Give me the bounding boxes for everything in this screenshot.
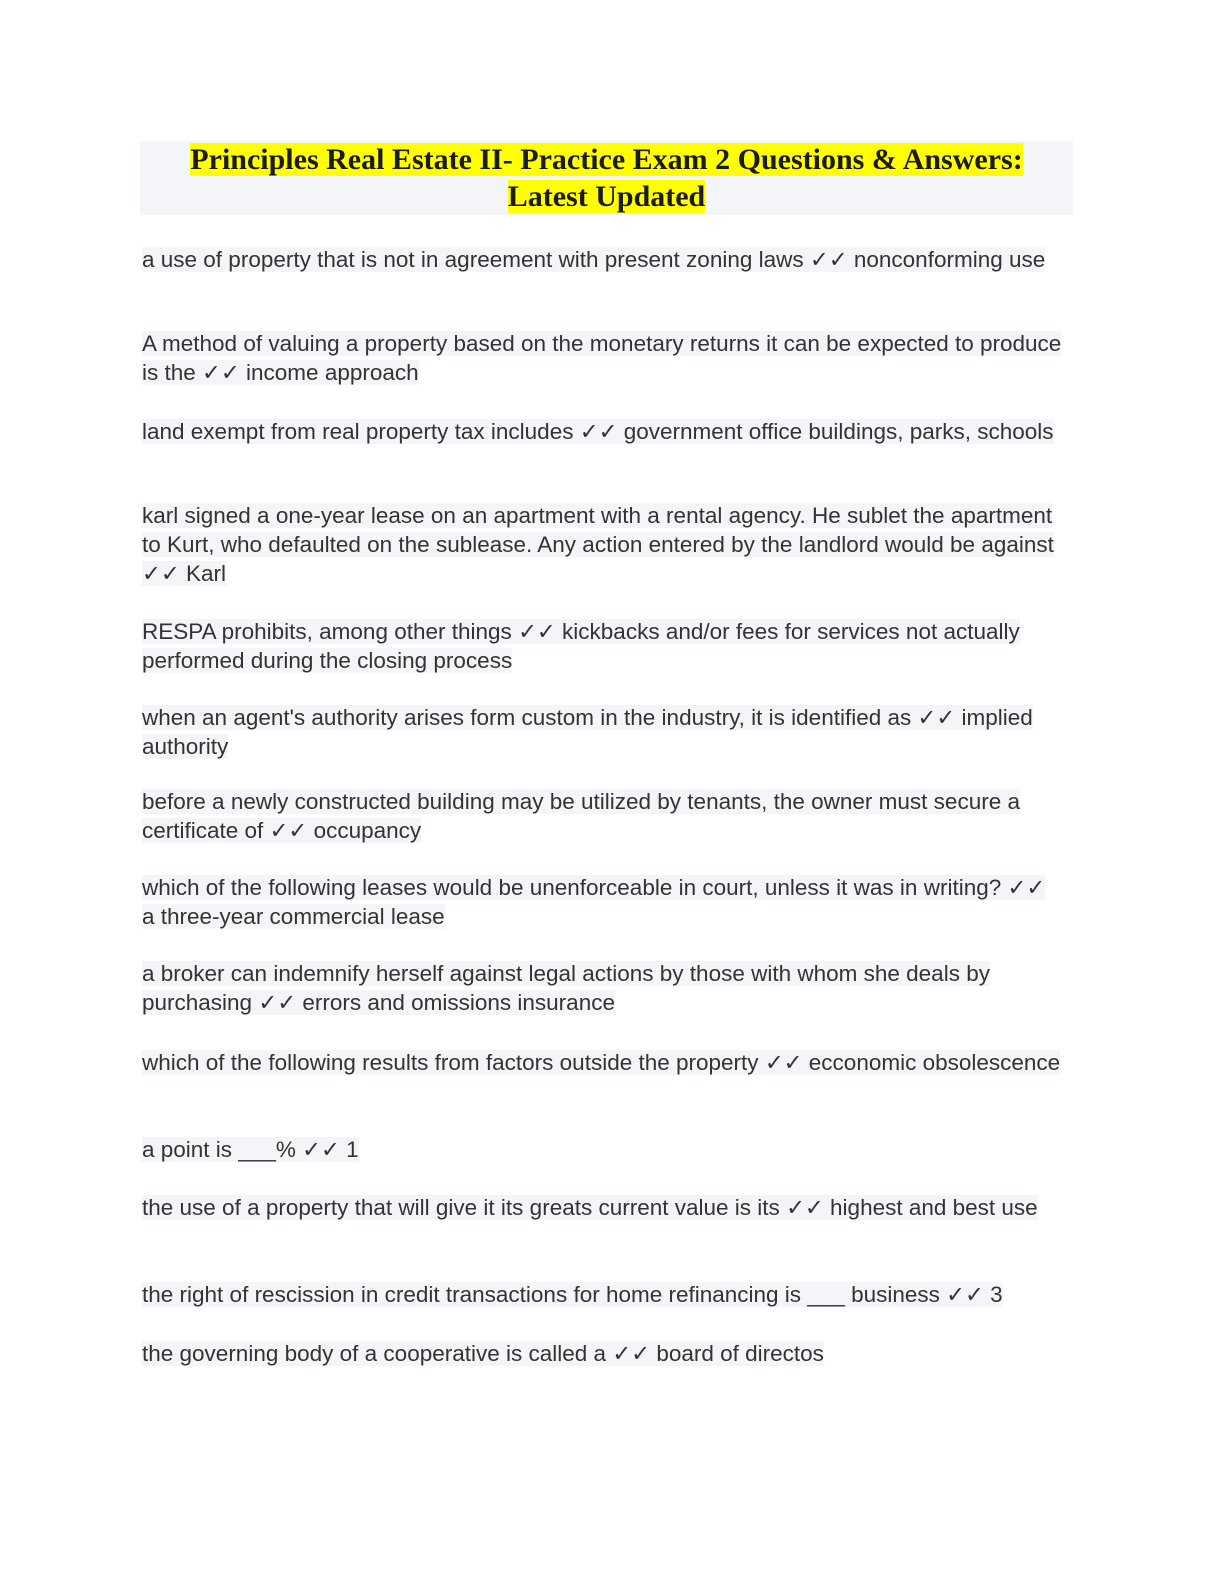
question-text: which of the following results from factors outside the property (142, 1050, 759, 1075)
question-text: A method of valuing a property based on the monetary returns it can be expected to produce is the (142, 331, 1062, 385)
double-check-icon: ✓✓ (612, 1341, 651, 1366)
title-line-1: Principles Real Estate II- Practice Exam 2 Questions & Answers: (190, 143, 1023, 176)
qa-item-2 (142, 329, 1062, 387)
qa-item-6 (142, 703, 1062, 761)
answer-text: a three-year commercial lease (142, 904, 445, 929)
double-check-icon: ✓✓ (946, 1282, 984, 1307)
qa-item-14 (142, 1339, 1062, 1368)
question-text: the governing body of a cooperative is called a (142, 1341, 607, 1366)
qa-item-11 (142, 1135, 1062, 1164)
qa-item-10 (142, 1048, 1062, 1077)
double-check-icon: ✓✓ (917, 705, 956, 730)
answer-text: government office buildings, parks, schools (623, 419, 1054, 444)
double-check-icon: ✓✓ (269, 818, 308, 843)
double-check-icon: ✓✓ (1007, 875, 1046, 900)
qa-item-3 (142, 417, 1062, 446)
question-text: RESPA prohibits, among other things (142, 619, 512, 644)
answer-text: nonconforming use (853, 247, 1046, 272)
question-text: when an agent's authority arises form custom in the industry, it is identified as (142, 705, 912, 730)
answer-text: ecconomic obsolescence (808, 1050, 1061, 1075)
question-text: karl signed a one-year lease on an apartment with a rental agency. He sublet the apartment to Kurt, who defaulted on the sublease. Any action entered by the landlord would be against (142, 503, 1054, 557)
qa-item-1 (142, 245, 1062, 274)
double-check-icon: ✓✓ (202, 360, 240, 385)
answer-text: 1 (346, 1137, 359, 1162)
double-check-icon: ✓✓ (258, 990, 297, 1015)
answer-text: highest and best use (830, 1195, 1038, 1220)
question-text: a use of property that is not in agreement with present zoning laws (142, 247, 804, 272)
answer-text: implied authority (142, 705, 1033, 759)
qa-item-7 (142, 787, 1062, 845)
question-text: a broker can indemnify herself against legal actions by those with whom she deals by purchasing (142, 961, 990, 1015)
double-check-icon: ✓✓ (302, 1137, 340, 1162)
answer-text: board of directos (656, 1341, 824, 1366)
question-text: which of the following leases would be unenforceable in court, unless it was in writing? (142, 875, 1002, 900)
answer-text: Karl (185, 561, 226, 586)
question-text: land exempt from real property tax includes (142, 419, 574, 444)
document-title (140, 141, 1073, 215)
qa-item-5 (142, 617, 1062, 675)
title-line-2: Latest Updated (507, 180, 706, 213)
qa-item-8 (142, 873, 1062, 931)
qa-item-9 (142, 959, 1062, 1017)
double-check-icon: ✓✓ (809, 247, 848, 272)
qa-item-12 (142, 1193, 1062, 1222)
answer-text: kickbacks and/or fees for services not actually performed during the closing process (142, 619, 1020, 673)
double-check-icon: ✓✓ (518, 619, 556, 644)
question-text: the use of a property that will give it its greats current value is its (142, 1195, 780, 1220)
qa-item-4 (142, 501, 1062, 588)
double-check-icon: ✓✓ (579, 419, 618, 444)
answer-text: errors and omissions insurance (302, 990, 615, 1015)
question-text: a point is ___% (142, 1137, 296, 1162)
answer-text: 3 (990, 1282, 1003, 1307)
qa-item-13 (142, 1280, 1062, 1309)
double-check-icon: ✓✓ (764, 1050, 803, 1075)
answer-text: occupancy (313, 818, 422, 843)
double-check-icon: ✓✓ (786, 1195, 824, 1220)
question-text: the right of rescission in credit transactions for home refinancing is ___ business (142, 1282, 940, 1307)
answer-text: income approach (246, 360, 419, 385)
double-check-icon: ✓✓ (142, 561, 180, 586)
question-text: before a newly constructed building may be utilized by tenants, the owner must secure a certificate of (142, 789, 1020, 843)
